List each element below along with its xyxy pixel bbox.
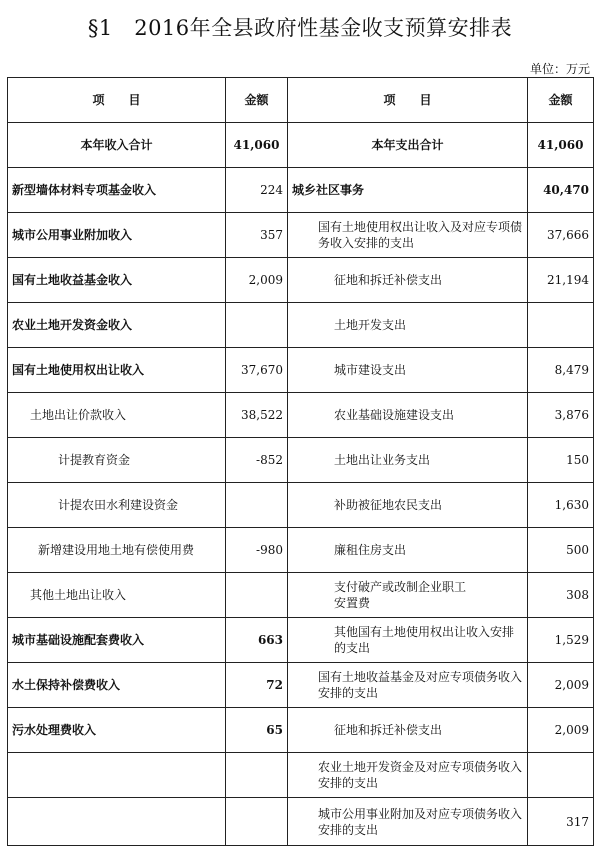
expenditure-item: 补助被征地农民支出 [288, 483, 528, 528]
expenditure-amount: 500 [528, 528, 594, 573]
expenditure-amount: 317 [528, 798, 594, 846]
expenditure-item: 本年支出合计 [288, 123, 528, 168]
revenue-amount [226, 303, 288, 348]
expenditure-amount: 8,479 [528, 348, 594, 393]
revenue-amount: 41,060 [226, 123, 288, 168]
expenditure-item: 国有土地使用权出让收入及对应专项债务收入安排的支出 [288, 213, 528, 258]
expenditure-amount: 21,194 [528, 258, 594, 303]
revenue-item: 计提教育资金 [8, 438, 226, 483]
revenue-amount: 65 [226, 708, 288, 753]
expenditure-amount: 2,009 [528, 663, 594, 708]
expenditure-item: 城乡社区事务 [288, 168, 528, 213]
table-row [8, 168, 594, 213]
revenue-item: 城市公用事业附加收入 [8, 213, 226, 258]
expenditure-item: 征地和拆迁补偿支出 [288, 258, 528, 303]
table-row [8, 798, 594, 846]
revenue-item: 其他土地出让收入 [8, 573, 226, 618]
expenditure-amount: 37,666 [528, 213, 594, 258]
table-row [8, 663, 594, 708]
expenditure-item: 农业基础设施建设支出 [288, 393, 528, 438]
header-item-left: 项 目 [8, 78, 226, 123]
expenditure-amount: 308 [528, 573, 594, 618]
expenditure-item: 支付破产或改制企业职工安置费 [288, 573, 528, 618]
revenue-item [8, 798, 226, 846]
revenue-item: 国有土地使用权出让收入 [8, 348, 226, 393]
expenditure-amount: 150 [528, 438, 594, 483]
expenditure-item: 土地开发支出 [288, 303, 528, 348]
table-row [8, 753, 594, 798]
table-row [8, 213, 594, 258]
revenue-item: 水土保持补偿费收入 [8, 663, 226, 708]
expenditure-amount: 1,529 [528, 618, 594, 663]
expenditure-item: 城市建设支出 [288, 348, 528, 393]
expenditure-item: 土地出让业务支出 [288, 438, 528, 483]
expenditure-amount: 40,470 [528, 168, 594, 213]
revenue-amount: -852 [226, 438, 288, 483]
expenditure-amount: 41,060 [528, 123, 594, 168]
expenditure-amount [528, 753, 594, 798]
revenue-item: 新增建设用地土地有偿使用费 [8, 528, 226, 573]
expenditure-item: 其他国有土地使用权出让收入安排的支出 [288, 618, 528, 663]
expenditure-amount [528, 303, 594, 348]
revenue-amount: 37,670 [226, 348, 288, 393]
revenue-amount: 2,009 [226, 258, 288, 303]
table-row [8, 708, 594, 753]
revenue-item: 土地出让价款收入 [8, 393, 226, 438]
expenditure-item: 廉租住房支出 [288, 528, 528, 573]
expenditure-item: 国有土地收益基金及对应专项债务收入安排的支出 [288, 663, 528, 708]
revenue-amount: 357 [226, 213, 288, 258]
table-row [8, 483, 594, 528]
table-row [8, 123, 594, 168]
revenue-item: 计提农田水利建设资金 [8, 483, 226, 528]
revenue-item: 本年收入合计 [8, 123, 226, 168]
revenue-amount [226, 483, 288, 528]
expenditure-amount: 2,009 [528, 708, 594, 753]
header-amount-left: 金额 [226, 78, 288, 123]
table-row [8, 528, 594, 573]
table-row [8, 393, 594, 438]
revenue-item: 新型墙体材料专项基金收入 [8, 168, 226, 213]
budget-table [7, 77, 594, 846]
revenue-item [8, 753, 226, 798]
revenue-item: 污水处理费收入 [8, 708, 226, 753]
revenue-amount [226, 753, 288, 798]
header-item-right: 项 目 [288, 78, 528, 123]
table-row [8, 258, 594, 303]
table-row [8, 573, 594, 618]
revenue-item: 城市基础设施配套费收入 [8, 618, 226, 663]
revenue-item: 农业土地开发资金收入 [8, 303, 226, 348]
expenditure-item: 征地和拆迁补偿支出 [288, 708, 528, 753]
page-title: §1 2016年全县政府性基金收支预算安排表 [87, 16, 513, 40]
table-row [8, 618, 594, 663]
expenditure-amount: 1,630 [528, 483, 594, 528]
revenue-amount [226, 798, 288, 846]
revenue-amount: -980 [226, 528, 288, 573]
table-row [8, 348, 594, 393]
table-row [8, 438, 594, 483]
revenue-amount: 663 [226, 618, 288, 663]
unit-label: 单位：万元 [529, 62, 590, 76]
expenditure-amount: 3,876 [528, 393, 594, 438]
revenue-amount: 224 [226, 168, 288, 213]
revenue-amount: 72 [226, 663, 288, 708]
expenditure-item: 城市公用事业附加及对应专项债务收入安排的支出 [288, 798, 528, 846]
expenditure-item: 农业土地开发资金及对应专项债务收入安排的支出 [288, 753, 528, 798]
table-row [8, 303, 594, 348]
header-amount-right: 金额 [528, 78, 594, 123]
revenue-amount: 38,522 [226, 393, 288, 438]
revenue-item: 国有土地收益基金收入 [8, 258, 226, 303]
revenue-amount [226, 573, 288, 618]
table-header-row [8, 78, 594, 123]
